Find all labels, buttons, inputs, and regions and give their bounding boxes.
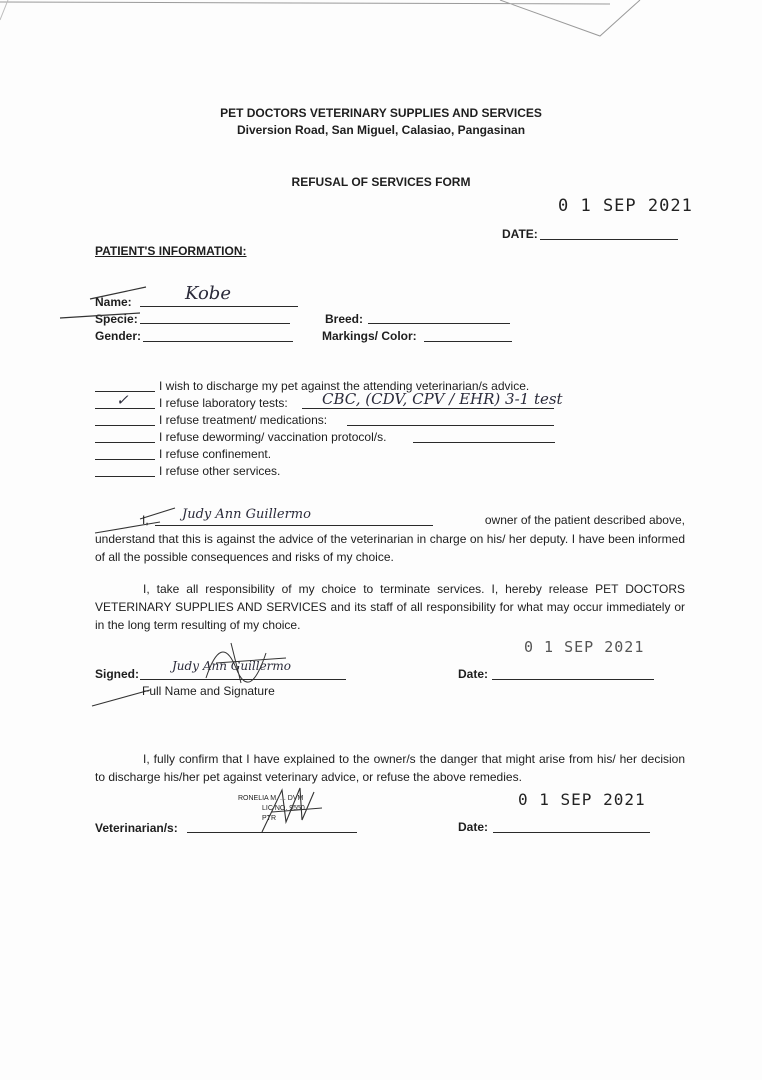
- option-text-0: I wish to discharge my pet against the attending veterinarian/s advice.: [159, 379, 530, 393]
- form-title: REFUSAL OF SERVICES FORM: [291, 175, 471, 189]
- vet-signature-scribble: [252, 782, 332, 842]
- owner-date-stamp: 0 1 SEP 2021: [524, 638, 645, 656]
- specie-field[interactable]: [140, 323, 290, 324]
- owner-name-value: Judy Ann Guillermo: [182, 507, 311, 522]
- statement-prefix: I,: [142, 513, 149, 527]
- statement-line1-rest: owner of the patient described above,: [484, 513, 685, 527]
- owner-signature-text: Judy Ann Guillermo: [172, 659, 292, 673]
- gender-label: Gender:: [95, 329, 142, 343]
- owner-date-label: Date:: [458, 667, 489, 681]
- paper-fold-marks: [0, 0, 762, 60]
- check-mark: ✓: [116, 391, 129, 409]
- option-line-3[interactable]: [95, 442, 155, 443]
- vet-date-stamp: 0 1 SEP 2021: [518, 790, 646, 809]
- breed-field[interactable]: [368, 323, 510, 324]
- option-text-2: I refuse treatment/ medications:: [159, 413, 328, 427]
- protocol-field[interactable]: [413, 442, 555, 443]
- name-field[interactable]: [140, 306, 298, 307]
- name-value: Kobe: [185, 283, 231, 304]
- release-paragraph: I, take all responsibility of my choice to terminate services. I, hereby release PET DOCTORS VETERINARY SUPPLIES AND SERVICES and its staff of all responsibility for what may occur immediately or in the long term resulting of my choice.: [95, 582, 685, 632]
- vet-stamp-license: LIC NO. 9550: [262, 805, 305, 812]
- signature-caption: Full Name and Signature: [142, 684, 275, 698]
- option-line-2[interactable]: [95, 425, 155, 426]
- option-text-4: I refuse confinement.: [159, 447, 272, 461]
- option-text-5: I refuse other services.: [159, 464, 281, 478]
- vet-date-label: Date:: [458, 820, 489, 834]
- confirm-paragraph: I, fully confirm that I have explained to the owner/s the danger that might arise from his/ her decision to discharge his/her pet against veterinary advice, or refuse the above remedies.: [95, 752, 685, 784]
- statement-paragraph: understand that this is against the advice of the veterinarian in charge on his/ her deputy. I have been informed of all the possible consequences and risks of my choice.: [95, 532, 685, 564]
- markings-field[interactable]: [424, 341, 512, 342]
- company-name: PET DOCTORS VETERINARY SUPPLIES AND SERVICES: [220, 106, 542, 120]
- date-label: DATE:: [502, 227, 538, 241]
- owner-name-field[interactable]: [155, 525, 433, 526]
- option-line-4[interactable]: [95, 459, 155, 460]
- veterinarian-label: Veterinarian/s:: [95, 821, 178, 835]
- signed-label: Signed:: [95, 667, 139, 681]
- option-text-1: I refuse laboratory tests:: [159, 396, 288, 410]
- date-stamp-top: 0 1 SEP 2021: [558, 196, 693, 216]
- option-line-5[interactable]: [95, 476, 155, 477]
- specie-label: Specie:: [95, 312, 138, 326]
- owner-date-field[interactable]: [492, 679, 654, 680]
- veterinarian-signature-field[interactable]: [187, 832, 357, 833]
- company-address: Diversion Road, San Miguel, Calasiao, Pangasinan: [236, 123, 526, 137]
- lab-tests-value: CBC, (CDV, CPV / EHR) 3-1 test: [322, 390, 563, 408]
- gender-field[interactable]: [143, 341, 293, 342]
- date-line[interactable]: [540, 239, 678, 240]
- lab-tests-field[interactable]: [302, 408, 554, 409]
- markings-label: Markings/ Color:: [322, 329, 417, 343]
- patient-info-heading: PATIENT'S INFORMATION:: [95, 244, 247, 258]
- name-label: Name:: [95, 295, 132, 309]
- breed-label: Breed:: [325, 312, 364, 326]
- vet-stamp-name: RONELIA M. ... DVM: [238, 795, 304, 802]
- owner-signature-scribble: [196, 638, 316, 688]
- vet-date-field[interactable]: [493, 832, 650, 833]
- medications-field[interactable]: [347, 425, 554, 426]
- vet-stamp-ptr: PTR: [262, 815, 276, 822]
- option-text-3: I refuse deworming/ vaccination protocol/s.: [159, 430, 387, 444]
